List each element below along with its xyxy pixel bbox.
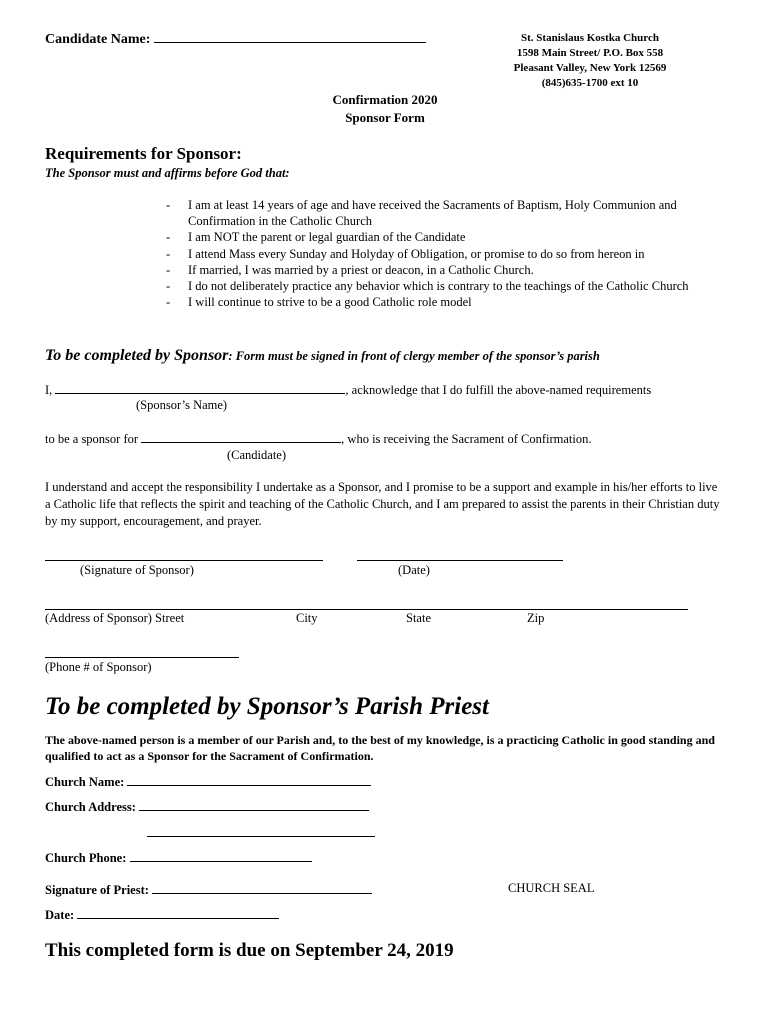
signature-caption: (Signature of Sponsor)	[80, 563, 194, 577]
date-caption: (Date)	[398, 563, 430, 577]
requirement-item: - I am at least 14 years of age and have received the Sacraments of Baptism, Holy Communion and Confirmation in the Catholic Church	[164, 197, 724, 229]
sponsor-signature-line[interactable]	[45, 560, 323, 561]
requirement-item: - I will continue to strive to be a good Catholic role model	[164, 294, 724, 310]
sponsor-phone-line[interactable]	[45, 657, 239, 658]
requirement-item: - If married, I was married by a priest or deacon, in a Catholic Church.	[164, 262, 724, 278]
address-caption: (Address of Sponsor) Street	[45, 611, 185, 625]
i-prefix: I,	[45, 383, 53, 397]
sponsor-date-line[interactable]	[357, 560, 563, 561]
church-street: 1598 Main Street/ P.O. Box 558	[516, 47, 664, 59]
sponsor-heading-note: : Form must be signed in front of clergy member of the sponsor’s parish	[228, 349, 600, 363]
sponsor-for-row	[45, 430, 591, 447]
requirement-item: - I attend Mass every Sunday and Holyday of Obligation, or promise to do so from hereon in	[164, 246, 724, 262]
requirements-subheading: The Sponsor must and affirms before God that:	[45, 166, 290, 180]
church-phone-label: Church Phone:	[45, 851, 127, 865]
church-phone-field[interactable]	[130, 849, 312, 862]
sponsor-for-suffix: , who is receiving the Sacrament of Confirmation.	[341, 432, 592, 446]
sponsor-section-heading	[45, 347, 600, 365]
priest-signature-label: Signature of Priest:	[45, 883, 149, 897]
candidate-caption: (Candidate)	[227, 448, 287, 462]
candidate-name-field[interactable]	[154, 30, 426, 43]
candidate-field[interactable]	[141, 430, 341, 443]
priest-signature-row	[45, 881, 372, 898]
church-seal-label: CHURCH SEAL	[508, 881, 595, 895]
zip-caption: Zip	[527, 611, 545, 625]
requirement-item: - I do not deliberately practice any behavior which is contrary to the teachings of the Catholic Church	[164, 278, 724, 294]
church-address-line-2[interactable]	[147, 836, 375, 837]
church-name-row	[45, 773, 371, 790]
due-date-notice: This completed form is due on September 24, 2019	[45, 940, 454, 961]
phone-caption: (Phone # of Sponsor)	[45, 660, 152, 674]
sponsor-for-prefix: to be a sponsor for	[45, 432, 139, 446]
church-city: Pleasant Valley, New York 12569	[513, 62, 667, 74]
priest-date-field[interactable]	[77, 906, 279, 919]
priest-statement: The above-named person is a member of our Parish and, to the best of my knowledge, is a practicing Catholic in good standing and qualified to act as a Sponsor for the Sacrament of Confirmation.	[45, 733, 715, 763]
form-title	[290, 91, 480, 127]
city-caption: City	[296, 611, 318, 625]
form-title-line1: Confirmation 2020	[332, 92, 438, 107]
state-caption: State	[406, 611, 431, 625]
priest-signature-field[interactable]	[152, 881, 372, 894]
requirements-list	[164, 197, 724, 310]
candidate-name-label: Candidate Name:	[45, 32, 151, 47]
church-name-field[interactable]	[127, 773, 371, 786]
requirements-heading: Requirements for Sponsor:	[45, 144, 242, 163]
acknowledge-text: , acknowledge that I do fulfill the above-named requirements	[345, 383, 652, 397]
sponsor-name-caption: (Sponsor’s Name)	[136, 398, 228, 412]
church-name-label: Church Name:	[45, 775, 125, 789]
church-address-field[interactable]	[139, 798, 369, 811]
priest-date-row	[45, 906, 279, 923]
priest-date-label: Date:	[45, 908, 75, 922]
responsibility-paragraph: I understand and accept the responsibility I undertake as a Sponsor, and I promise to be a support and example in his/her efforts to live a Catholic life that reflects the spirit and teaching of the Catholic Church, and I am prepared to assist the parents in their Christian duty by my support, encouragement, and prayer.	[45, 480, 720, 528]
sponsor-heading-main: To be completed by Sponsor	[45, 347, 229, 364]
church-address-row	[45, 798, 369, 815]
church-name: St. Stanislaus Kostka Church	[521, 32, 659, 44]
form-title-line2: Sponsor Form	[345, 110, 425, 125]
church-info	[470, 31, 710, 91]
acknowledge-row	[45, 381, 651, 398]
church-phone: (845)635-1700 ext 10	[541, 77, 639, 89]
candidate-name-row	[45, 30, 426, 48]
requirement-item: - I am NOT the parent or legal guardian of the Candidate	[164, 229, 724, 245]
church-phone-row	[45, 849, 312, 866]
sponsor-name-field[interactable]	[55, 381, 345, 394]
church-address-label: Church Address:	[45, 800, 136, 814]
priest-section-heading: To be completed by Sponsor’s Parish Priest	[45, 693, 489, 720]
sponsor-address-line[interactable]	[45, 609, 688, 610]
